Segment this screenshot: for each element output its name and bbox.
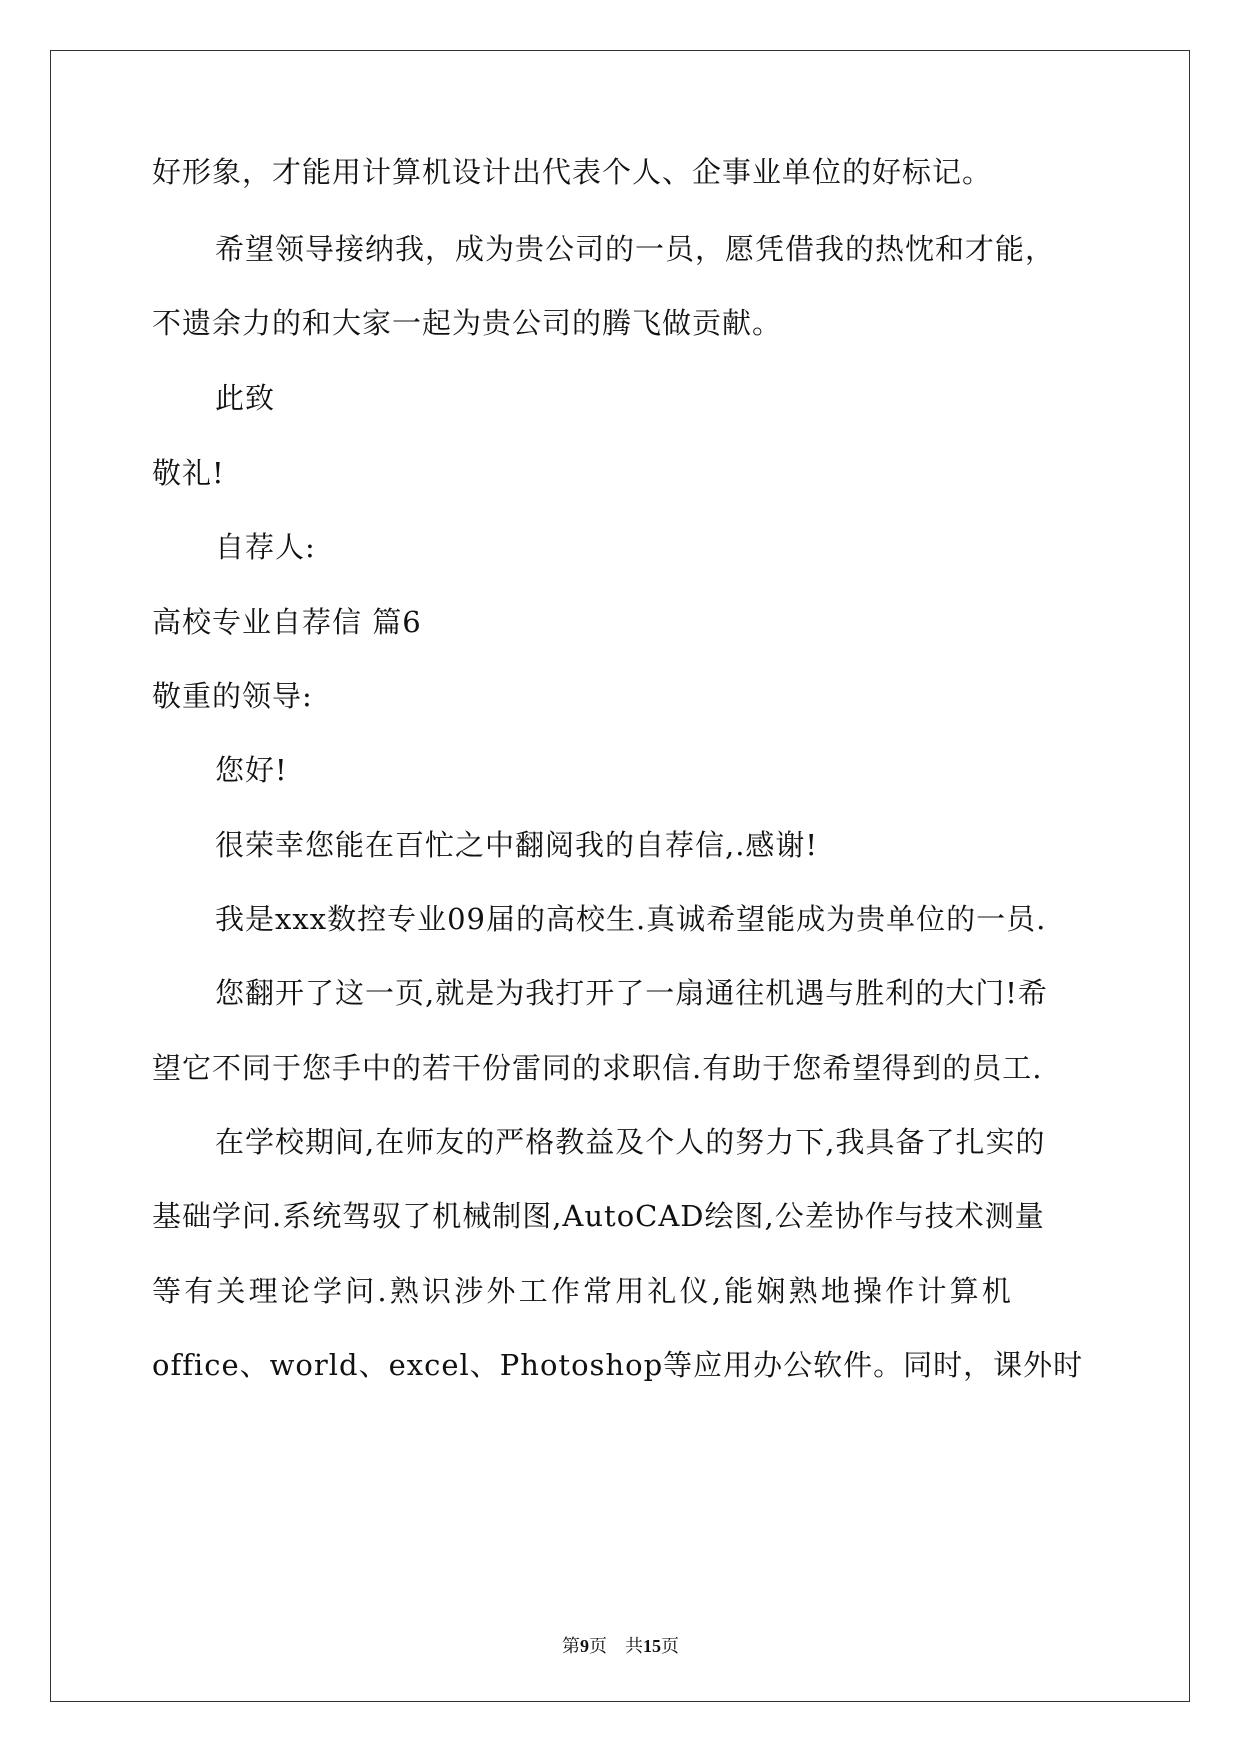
- footer-mid: 页 共: [589, 1636, 643, 1657]
- text-line: 好形象，才能用计算机设计出代表个人、企事业单位的好标记。: [152, 155, 993, 189]
- closing-regards: 敬礼!: [152, 456, 225, 490]
- text-line: 很荣幸您能在百忙之中翻阅我的自荐信,.感谢!: [215, 828, 819, 862]
- text-line: 您翻开了这一页,就是为我打开了一扇通往机遇与胜利的大门!希: [215, 976, 1048, 1010]
- text-line: 不遗余力的和大家一起为贵公司的腾飞做贡献。: [152, 306, 783, 340]
- footer-suffix: 页: [661, 1636, 679, 1657]
- closing-salutation: 此致: [215, 381, 276, 415]
- text-line: 希望领导接纳我，成为贵公司的一员，愿凭借我的热忱和才能，: [215, 232, 1056, 266]
- current-page-number: 9: [580, 1636, 589, 1656]
- page-footer: [0, 1634, 1241, 1659]
- footer-prefix: 第: [562, 1636, 580, 1657]
- text-line: 望它不同于您手中的若干份雷同的求职信.有助于您希望得到的员工.: [152, 1051, 1043, 1085]
- page-border: [50, 50, 1190, 1702]
- total-page-number: 15: [643, 1636, 661, 1656]
- text-line: 等有关理论学问.熟识涉外工作常用礼仪,能娴熟地操作计算机: [152, 1274, 1015, 1308]
- text-line: 在学校期间,在师友的严格教益及个人的努力下,我具备了扎实的: [215, 1125, 1046, 1159]
- signature-label: 自荐人:: [215, 530, 316, 564]
- section-heading: 高校专业自荐信 篇6: [152, 605, 422, 639]
- greeting: 您好!: [215, 753, 288, 787]
- text-line: office、world、excel、Photoshop等应用办公软件。同时，课外时: [152, 1348, 1084, 1382]
- text-line: 基础学问.系统驾驭了机械制图,AutoCAD绘图,公差协作与技术测量: [152, 1199, 1045, 1233]
- letter-salutation: 敬重的领导:: [152, 679, 313, 713]
- text-line: 我是xxx数控专业09届的高校生.真诚希望能成为贵单位的一员.: [215, 902, 1047, 936]
